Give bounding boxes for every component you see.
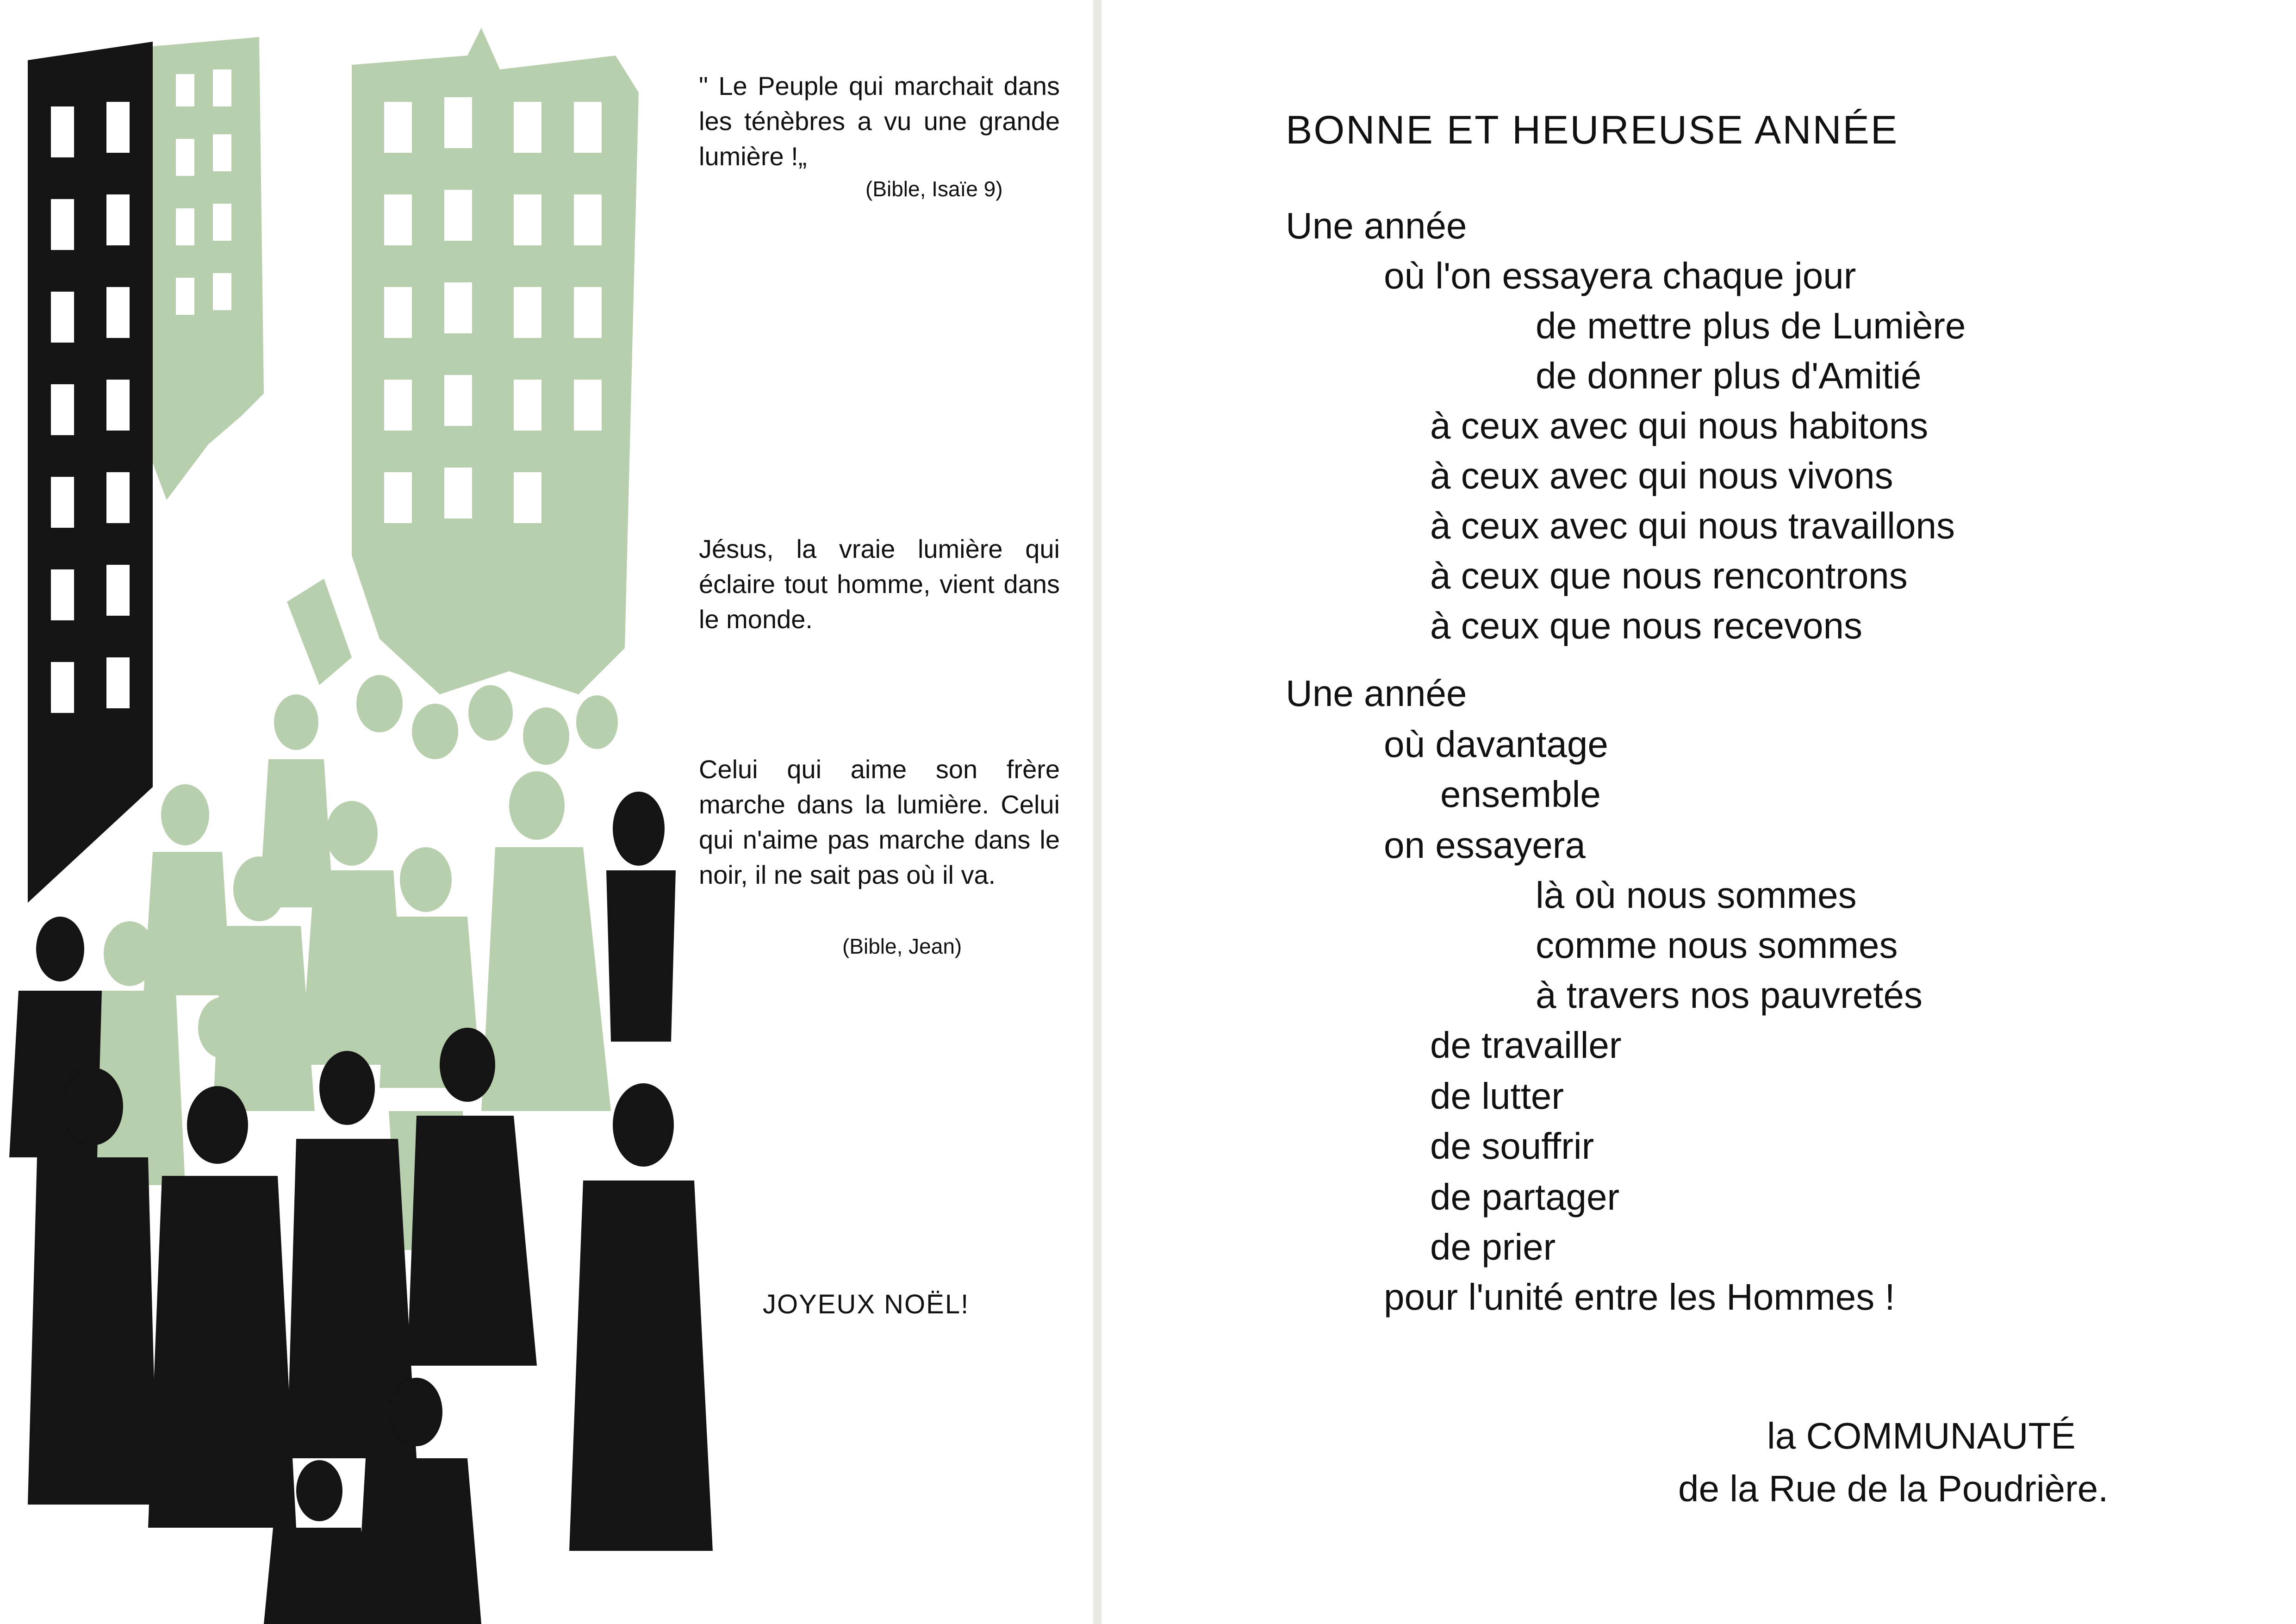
poem-line: à ceux avec qui nous travaillons — [1430, 505, 1955, 546]
crowd-illustration — [0, 0, 722, 1624]
poem-line: Une année — [1286, 673, 1467, 714]
signature-line-2: de la Rue de la Poudrière. — [1678, 1468, 2109, 1509]
citation-john: (Bible, Jean) — [842, 934, 962, 958]
page-spine — [1093, 0, 1101, 1624]
poem-line: de lutter — [1430, 1075, 1564, 1117]
poem-line: de travailler — [1430, 1024, 1622, 1066]
foreground-building — [28, 42, 153, 903]
poem-line: de donner plus d'Amitié — [1536, 355, 1922, 396]
poem-line: de mettre plus de Lumière — [1536, 305, 1966, 346]
christmas-greeting: JOYEUX NOËL! — [763, 1289, 970, 1319]
poem-line: comme nous sommes — [1536, 924, 1898, 966]
poem-line: pour l'unité entre les Hommes ! — [1384, 1276, 1895, 1318]
citation-isaiah: (Bible, Isaïe 9) — [865, 177, 1003, 201]
left-page — [0, 0, 1097, 1624]
quote-john: Celui qui aime son frère marche dans la lumière. Celui qui n'aime pas marche dans le noir, il ne sait pas où il va. — [699, 755, 1060, 889]
poem-line: où davantage — [1384, 724, 1608, 765]
poem-line: à ceux que nous rencontrons — [1430, 555, 1908, 596]
quote-jesus-light: Jésus, la vraie lumière qui éclaire tout homme, vient dans le monde. — [699, 534, 1060, 634]
quote-isaiah: " Le Peuple qui marchait dans les ténèbres a vu une grande lumière !„ — [699, 71, 1060, 171]
poem-line: à ceux avec qui nous vivons — [1430, 455, 1893, 496]
poem-line: ensemble — [1440, 774, 1601, 815]
poem-line: de souffrir — [1430, 1125, 1594, 1167]
poem-line: Une année — [1286, 205, 1467, 246]
poem-line: à ceux que nous recevons — [1430, 605, 1862, 646]
new-year-title: BONNE ET HEUREUSE ANNÉE — [1286, 108, 1899, 152]
signature-line-1: la COMMUNAUTÉ — [1767, 1415, 2076, 1456]
poem-line: à travers nos pauvretés — [1536, 974, 1923, 1016]
poem-line: de partager — [1430, 1176, 1620, 1218]
poem-line: on essayera — [1384, 824, 1586, 866]
poem-line: de prier — [1430, 1226, 1556, 1268]
poem-line: là où nous sommes — [1536, 874, 1857, 916]
poem-line: à ceux avec qui nous habitons — [1430, 405, 1929, 446]
poem-line: où l'on essayera chaque jour — [1384, 255, 1856, 296]
right-page — [1101, 0, 2296, 1624]
